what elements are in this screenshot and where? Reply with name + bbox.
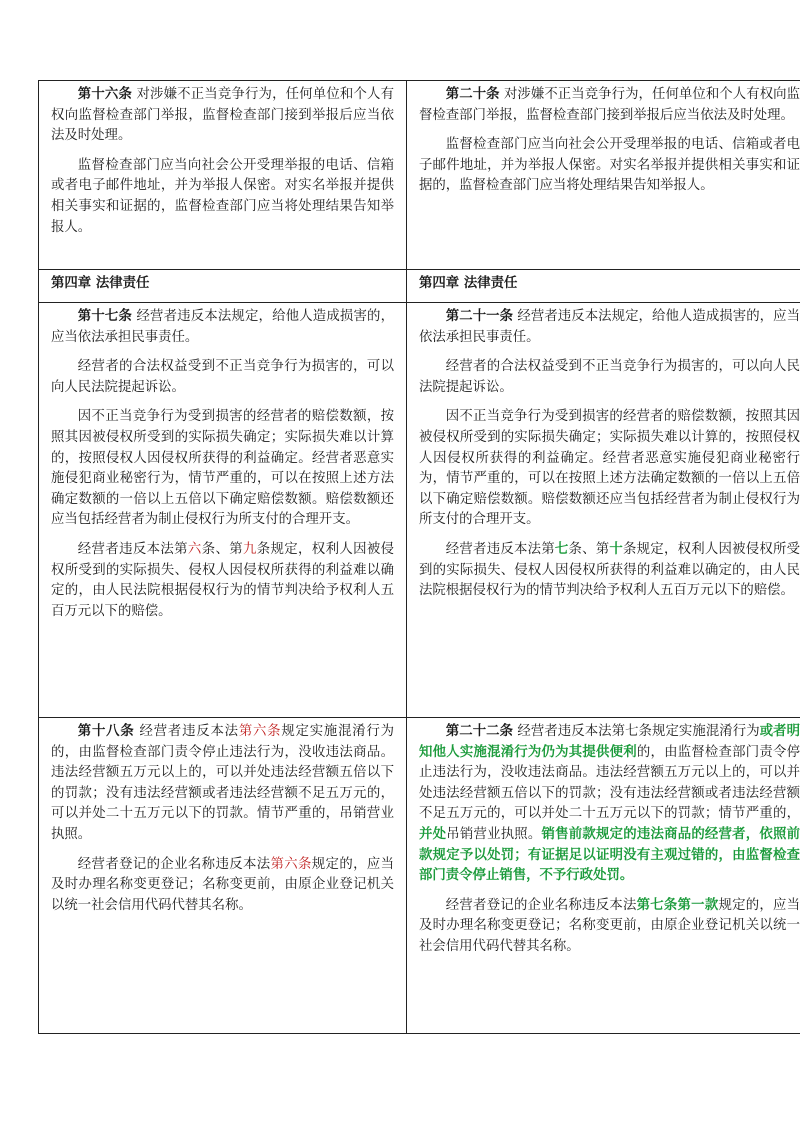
article-heading: 第十七条 bbox=[77, 309, 133, 324]
text-run: 条规定，权利人因被侵权所受到的实际损失、侵权人因侵权所获得的利益难以确定的，由人民法院根据侵权行为的情节判决给予权利人五百万元以下的赔偿。 bbox=[51, 541, 395, 619]
highlight-changed: 第六条 bbox=[270, 856, 312, 872]
table-row bbox=[39, 718, 800, 1034]
highlight-added: 或者明知他人实施混淆行为仍为其提供便利 bbox=[419, 724, 800, 760]
paragraph bbox=[419, 896, 800, 958]
cell-new-article-22 bbox=[407, 718, 800, 1034]
text-run: 经营者违反本法 bbox=[134, 724, 239, 739]
text-run: 条、第 bbox=[201, 541, 243, 557]
highlight-changed: 第七条第一款 bbox=[636, 897, 719, 913]
cell-old-article-17 bbox=[39, 303, 407, 718]
table-row bbox=[39, 303, 800, 718]
paragraph bbox=[419, 540, 800, 602]
comparison-table bbox=[38, 80, 800, 1034]
paragraph bbox=[419, 85, 800, 126]
paragraph bbox=[51, 722, 394, 846]
paragraph bbox=[419, 722, 800, 887]
paragraph: 经营者的合法权益受到不正当竞争行为损害的，可以向人民法院提起诉讼。 bbox=[419, 359, 800, 395]
article-heading: 第二十条 bbox=[445, 87, 500, 102]
paragraph bbox=[51, 85, 394, 147]
cell-old-article-16 bbox=[39, 81, 407, 270]
paragraph bbox=[419, 307, 800, 348]
paragraph bbox=[51, 855, 394, 917]
highlight-changed: 第六条 bbox=[238, 724, 282, 739]
text-run: 规定实施混淆行为的，由监督检查部门责令停止违法行为，没收违法商品。违法经营额五万元以上的，可以并处违法经营额五倍以下的罚款；没有违法经营额或者违法经营额不足五万元的，可以并处二十五万元以下的罚款。情节严重的，吊销营业执照。 bbox=[51, 724, 395, 842]
paragraph bbox=[51, 540, 394, 622]
paragraph: 经营者的合法权益受到不正当竞争行为损害的，可以向人民法院提起诉讼。 bbox=[51, 359, 394, 395]
paragraph: 监督检查部门应当向社会公开受理举报的电话、信箱或者电子邮件地址，并为举报人保密。对实名举报并提供相关事实和证据的，监督检查部门应当将处理结果告知举报人。 bbox=[51, 157, 394, 235]
highlight-added: 并处 bbox=[419, 826, 447, 842]
chapter-heading-left: 第四章 法律责任 bbox=[39, 270, 407, 303]
highlight-added: 销售前款规定的违法商品的经营者，依照前款规定予以处罚；有证据足以证明没有主观过错的，由监督检查部门责令停止销售，不予行政处罚。 bbox=[419, 826, 800, 884]
article-text: 对涉嫌不正当竞争行为，任何单位和个人有权向监督检查部门举报，监督检查部门接到举报后应当依法及时处理。 bbox=[51, 87, 394, 144]
cell-new-article-20 bbox=[407, 81, 800, 270]
article-text: 经营者违反本法规定，给他人造成损害的，应当依法承担民事责任。 bbox=[419, 309, 800, 345]
chapter-heading-right: 第四章 法律责任 bbox=[407, 270, 800, 303]
article-heading: 第二十一条 bbox=[445, 309, 514, 324]
cell-new-article-21 bbox=[407, 303, 800, 718]
text-run: 经营者登记的企业名称违反本法 bbox=[445, 897, 637, 913]
highlight-changed: 十 bbox=[609, 541, 624, 557]
text-run: 经营者违反本法第七条规定实施混淆行为 bbox=[513, 724, 760, 739]
article-text: 对涉嫌不正当竞争行为，任何单位和个人有权向监督检查部门举报，监督检查部门接到举报后应当依法及时处理。 bbox=[419, 87, 800, 123]
article-heading: 第十六条 bbox=[77, 87, 133, 102]
highlight-changed: 七 bbox=[554, 541, 569, 557]
cell-old-article-18 bbox=[39, 718, 407, 1034]
text-run: 经营者违反本法第 bbox=[77, 541, 188, 557]
article-heading: 第二十二条 bbox=[445, 724, 514, 739]
text-run: 经营者登记的企业名称违反本法 bbox=[77, 856, 271, 872]
paragraph: 因不正当竞争行为受到损害的经营者的赔偿数额，按照其因被侵权所受到的实际损失确定；实际损失难以计算的，按照侵权人因侵权所获得的利益确定。经营者恶意实施侵犯商业秘密行为，情节严重的，可以在按照上述方法确定数额的一倍以上五倍以下确定赔偿数额。赔偿数额还应当包括经营者为制止侵权行为所支付的合理开支。 bbox=[51, 409, 394, 528]
text-run: 条规定，权利人因被侵权所受到的实际损失、侵权人因侵权所获得的利益难以确定的，由人民法院根据侵权行为的情节判决给予权利人五百万元以下的赔偿。 bbox=[419, 541, 800, 599]
highlight-changed: 九 bbox=[242, 541, 257, 557]
highlight-changed: 六 bbox=[187, 541, 202, 557]
table-row bbox=[39, 270, 800, 303]
text-run: 经营者违反本法第 bbox=[445, 541, 555, 557]
paragraph: 因不正当竞争行为受到损害的经营者的赔偿数额，按照其因被侵权所受到的实际损失确定；实际损失难以计算的，按照侵权人因侵权所获得的利益确定。经营者恶意实施侵犯商业秘密行为，情节严重的，可以在按照上述方法确定数额的一倍以上五倍以下确定赔偿数额。赔偿数额还应当包括经营者为制止侵权行为所支付的合理开支。 bbox=[419, 409, 800, 528]
text-run: 规定的，应当及时办理名称变更登记；名称变更前，由原企业登记机关以统一社会信用代码代替其名称。 bbox=[419, 897, 800, 954]
text-run: 吊销营业执照。 bbox=[446, 826, 542, 842]
article-text: 经营者违反本法规定，给他人造成损害的，应当依法承担民事责任。 bbox=[51, 309, 394, 345]
paragraph: 监督检查部门应当向社会公开受理举报的电话、信箱或者电子邮件地址，并为举报人保密。对实名举报并提供相关事实和证据的，监督检查部门应当将处理结果告知举报人。 bbox=[419, 137, 800, 194]
text-run: 条、第 bbox=[568, 541, 610, 557]
paragraph bbox=[51, 307, 394, 348]
text-run: 规定的，应当及时办理名称变更登记；名称变更前，由原企业登记机关以统一社会信用代码代替其名称。 bbox=[51, 856, 395, 913]
table-row bbox=[39, 81, 800, 270]
article-heading: 第十八条 bbox=[77, 724, 135, 739]
text-run: 的，由监督检查部门责令停止违法行为，没收违法商品。违法经营额五万元以上的，可以并处违法经营额五倍以下的罚款；没有违法经营额或者违法经营额不足五万元的，可以并处二十五万元以下的罚款；情节严重的， bbox=[419, 744, 800, 822]
